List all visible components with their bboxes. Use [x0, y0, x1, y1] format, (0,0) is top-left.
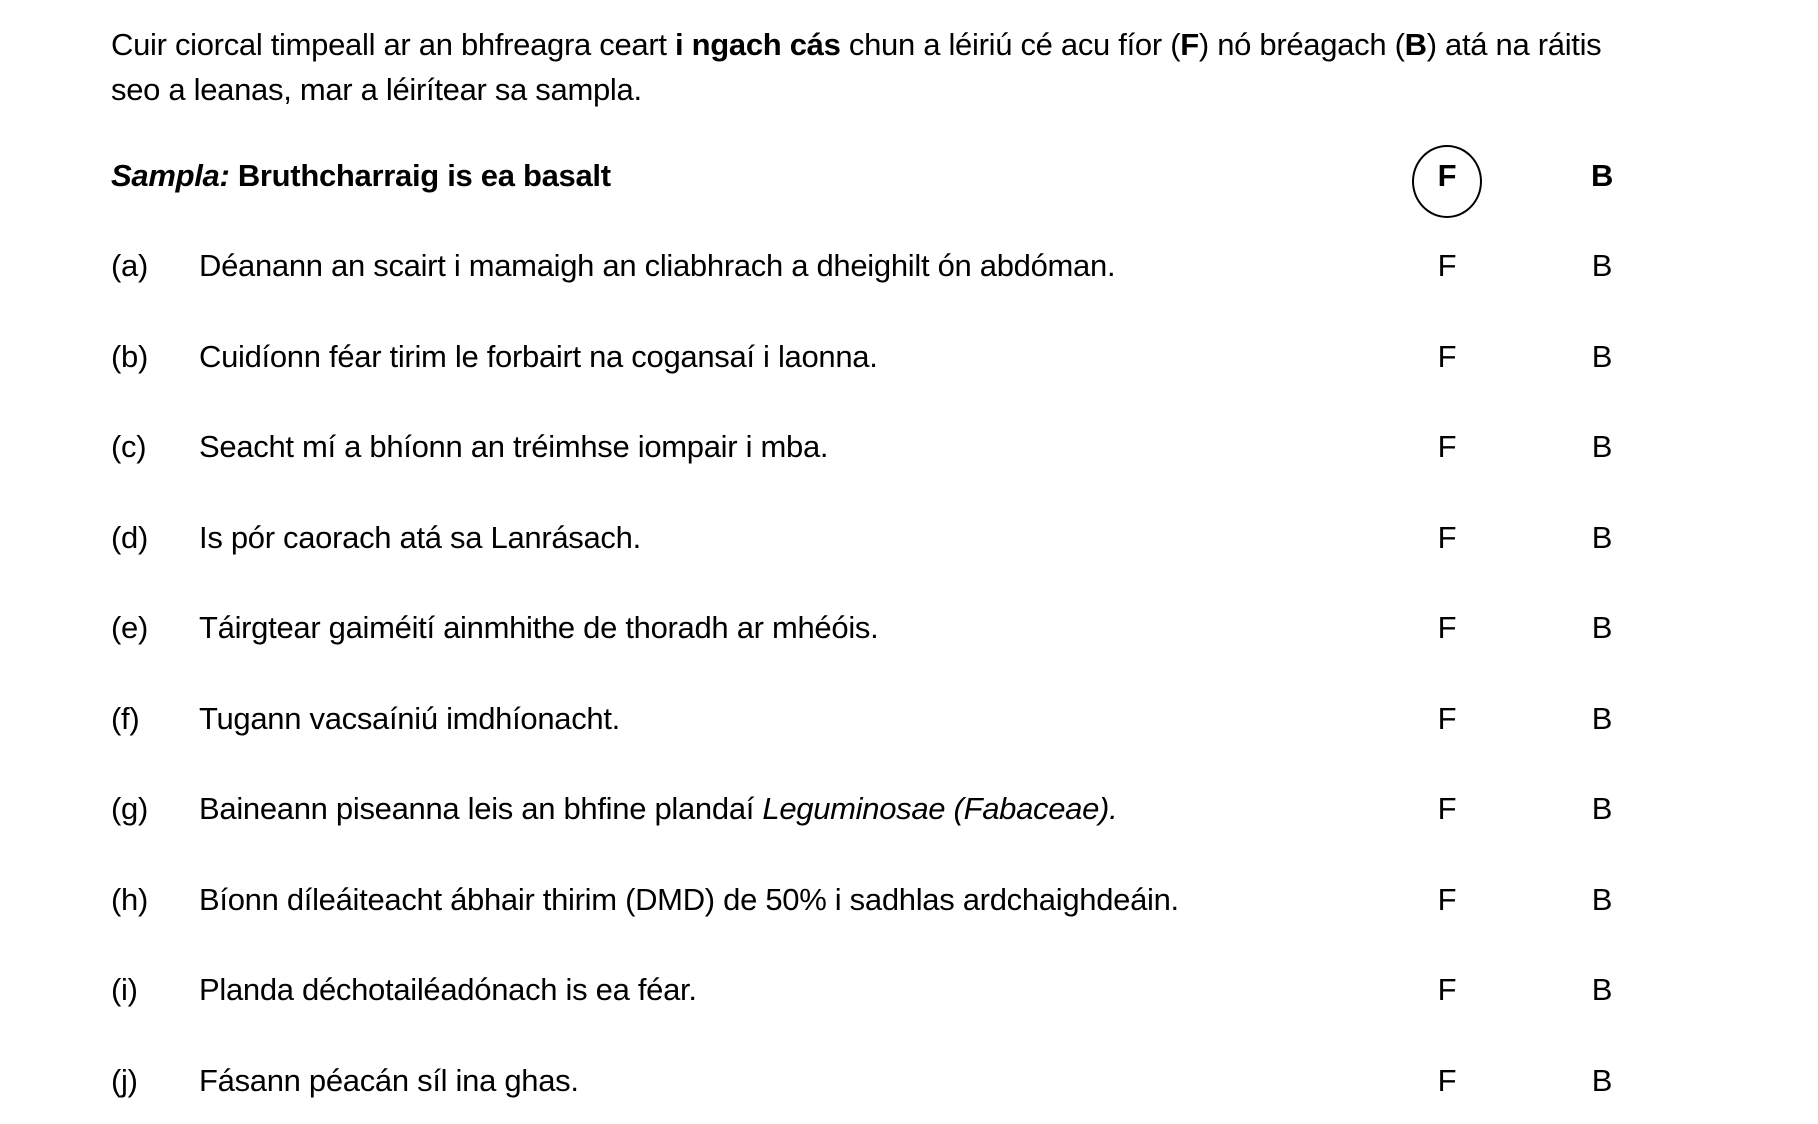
question-label: (g) [111, 791, 148, 826]
question-row-h [0, 875, 1818, 925]
question-row-d [0, 513, 1818, 563]
option-true[interactable]: F [1437, 1063, 1457, 1098]
question-text-italic: Leguminosae (Fabaceae). [762, 791, 1118, 826]
option-false[interactable]: B [1591, 610, 1613, 645]
question-label: (j) [111, 1063, 138, 1098]
instructions [111, 22, 1651, 112]
instructions-text: ) atá na ráitis seo a leanas, mar a léirítear sa sampla. [111, 27, 1602, 107]
answer-circle-icon [1412, 145, 1482, 218]
option-false[interactable]: B [1591, 339, 1613, 374]
question-text: Bíonn díleáiteacht ábhair thirim (DMD) de 50% i sadhlas ardchaighdeáin. [199, 882, 1179, 917]
sample-row [0, 151, 1818, 201]
question-text: Tugann vacsaíniú imdhíonacht. [199, 701, 620, 736]
question-label: (a) [111, 248, 148, 283]
question-row-j [0, 1056, 1818, 1106]
question-label: (e) [111, 610, 148, 645]
question-row-e [0, 603, 1818, 653]
question-label: (h) [111, 882, 148, 917]
question-text: Fásann péacán síl ina ghas. [199, 1063, 579, 1098]
option-true[interactable]: F [1437, 339, 1457, 374]
question-label: (f) [111, 701, 140, 736]
option-true[interactable]: F [1437, 791, 1457, 826]
question-row-b [0, 332, 1818, 382]
question-row-f [0, 694, 1818, 744]
question-label: (c) [111, 429, 147, 464]
sample-text: Bruthcharraig is ea basalt [229, 158, 611, 193]
question-text: Déanann an scairt i mamaigh an cliabhrach a dheighilt ón abdóman. [199, 248, 1116, 283]
option-false[interactable]: B [1591, 248, 1613, 283]
instructions-text: ) nó bréagach ( [1198, 27, 1405, 62]
option-false[interactable]: B [1591, 701, 1613, 736]
option-false[interactable]: B [1591, 882, 1613, 917]
option-false[interactable]: B [1591, 429, 1613, 464]
option-true[interactable]: F [1437, 248, 1457, 283]
option-false[interactable]: B [1591, 1063, 1613, 1098]
instructions-emphasis: i ngach cás [675, 27, 841, 62]
question-text-plain: Baineann piseanna leis an bhfine plandaí [199, 791, 763, 826]
option-true[interactable]: F [1437, 610, 1457, 645]
question-label: (b) [111, 339, 148, 374]
question-row-g [0, 784, 1818, 834]
option-false[interactable]: B [1591, 972, 1613, 1007]
question-text: Planda déchotailéadónach is ea féar. [199, 972, 697, 1007]
instructions-text: Cuir ciorcal timpeall ar an bhfreagra ceart [111, 27, 675, 62]
option-false[interactable]: B [1591, 791, 1613, 826]
instructions-false-key: B [1404, 27, 1427, 62]
instructions-true-key: F [1180, 27, 1199, 62]
instructions-text: chun a léiriú cé acu fíor ( [840, 27, 1181, 62]
question-row-i [0, 965, 1818, 1015]
option-true[interactable]: F [1437, 882, 1457, 917]
sample-option-true: F [1437, 158, 1457, 193]
option-true[interactable]: F [1437, 429, 1457, 464]
sample-option-false: B [1590, 158, 1614, 193]
question-label: (i) [111, 972, 138, 1007]
question-text: Cuidíonn féar tirim le forbairt na cogansaí i laonna. [199, 339, 878, 374]
question-row-a [0, 241, 1818, 291]
sample-label: Sampla: [111, 158, 230, 193]
option-false[interactable]: B [1591, 520, 1613, 555]
option-true[interactable]: F [1437, 701, 1457, 736]
question-row-c [0, 422, 1818, 472]
option-true[interactable]: F [1437, 520, 1457, 555]
sample-statement [111, 151, 611, 201]
question-text: Seacht mí a bhíonn an tréimhse iompair i mba. [199, 429, 829, 464]
question-text [199, 784, 1117, 834]
option-true[interactable]: F [1437, 972, 1457, 1007]
question-label: (d) [111, 520, 148, 555]
question-text: Táirgtear gaiméití ainmhithe de thoradh ar mhéóis. [199, 610, 879, 645]
question-text: Is pór caorach atá sa Lanrásach. [199, 520, 641, 555]
